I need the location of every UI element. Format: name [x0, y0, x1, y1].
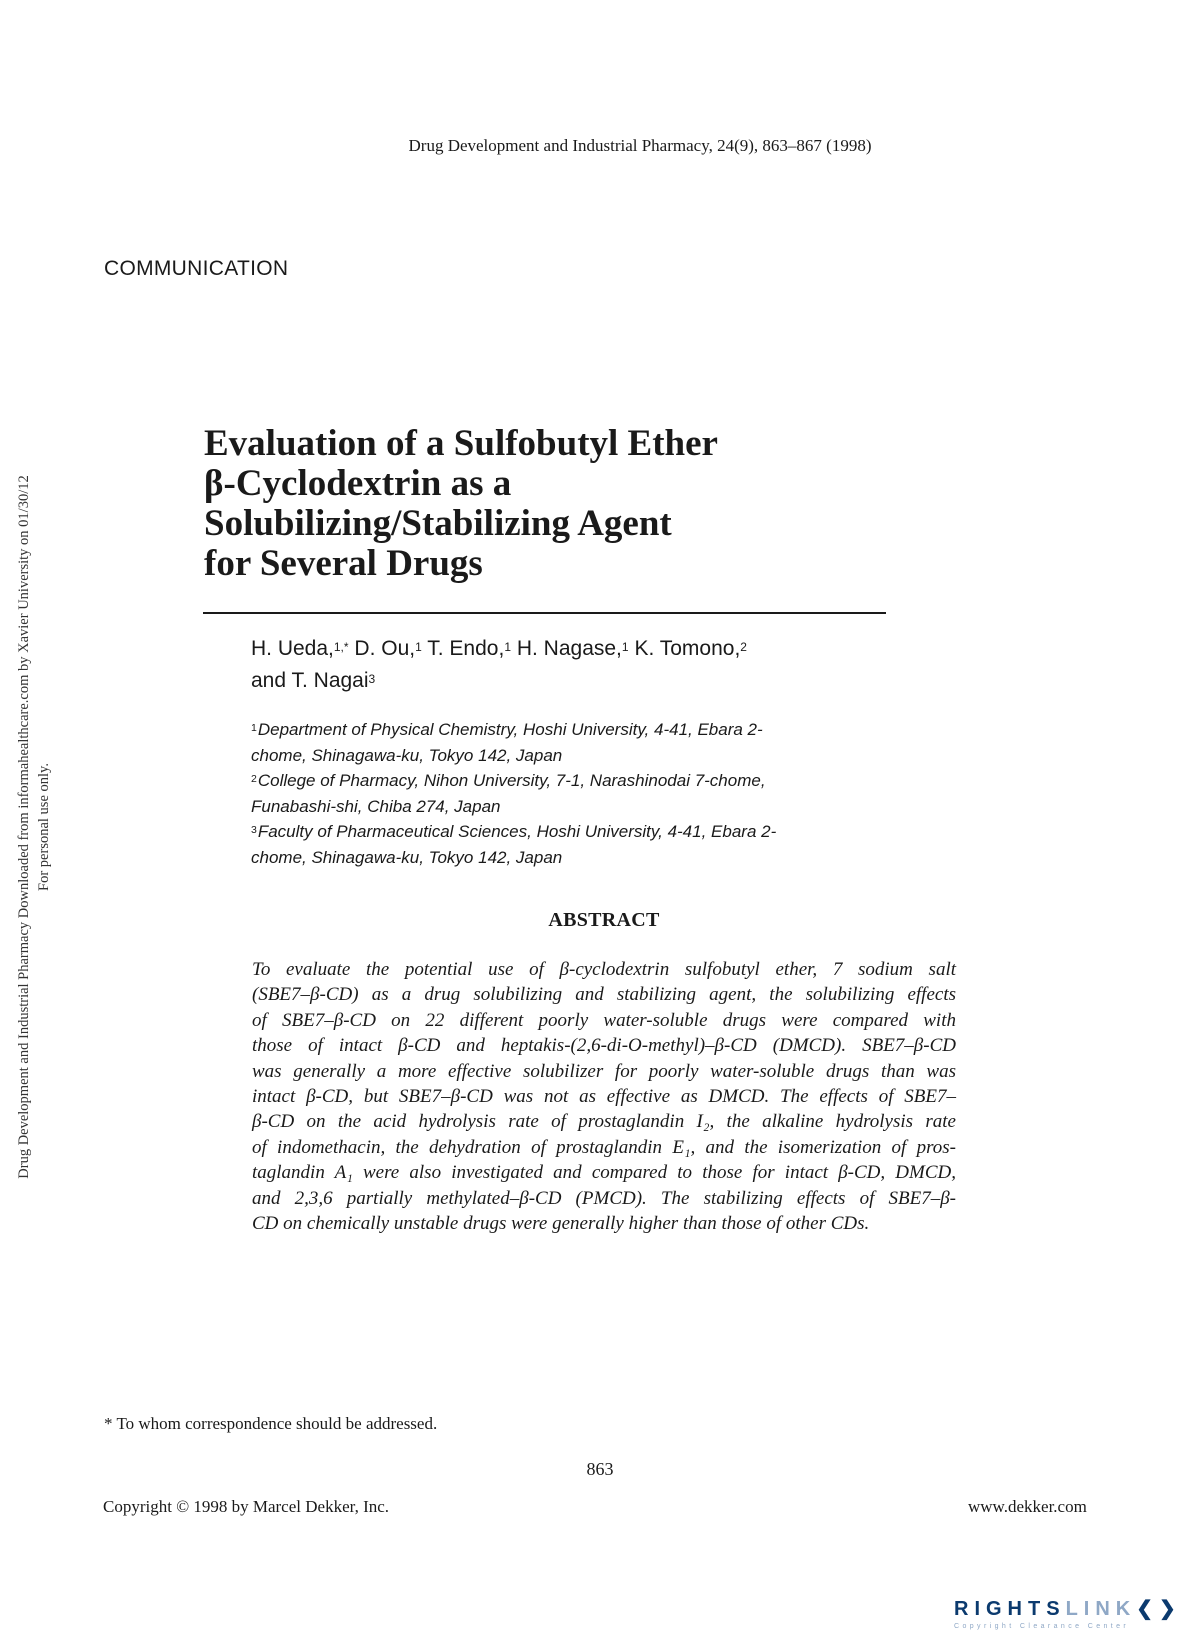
abstract-line: (SBE7–β-CD) as a drug solubilizing and stabilizing agent, the solubilizing effects: [252, 984, 956, 1006]
title-line: for Several Drugs: [204, 543, 483, 584]
affiliation-mark: 3: [251, 824, 257, 836]
watermark-line-1: Drug Development and Industrial Pharmacy Downloaded from informahealthcare.com by Xavier University on 01/30/12: [16, 475, 32, 1179]
abstract-line: was generally a more effective solubilizer for poorly water-soluble drugs than was: [252, 1060, 956, 1082]
affiliation-text: chome, Shinagawa-ku, Tokyo 142, Japan: [251, 745, 563, 765]
page-number: 863: [586, 1459, 614, 1479]
publisher-website-link[interactable]: www.dekker.com: [968, 1497, 1087, 1516]
affiliation-mark: 1: [251, 722, 257, 734]
author-affiliation-mark: 1: [621, 640, 629, 654]
download-watermark: [14, 417, 78, 1237]
author-affiliation-mark: 1: [415, 640, 422, 654]
abstract-line: and 2,3,6 partially methylated–β-CD (PMCD). The stabilizing effects of SBE7–β-: [252, 1187, 956, 1209]
title-divider: [203, 612, 886, 614]
author-affiliation-mark: 1,*: [333, 640, 349, 654]
article-title: [204, 424, 904, 584]
author-name: T. Endo,: [427, 637, 505, 660]
copyright-notice: Copyright © 1998 by Marcel Dekker, Inc.: [103, 1497, 390, 1516]
abstract-line: To evaluate the potential use of β-cyclodextrin sulfobutyl ether, 7 sodium salt: [252, 959, 956, 980]
author-name: H. Nagase,: [516, 637, 622, 660]
author-affiliation-mark: 3: [368, 672, 376, 686]
affiliation-list: [251, 717, 911, 870]
affiliation-text: Faculty of Pharmaceutical Sciences, Hoshi University, 4-41, Ebara 2-: [257, 822, 777, 841]
rightslink-dark-text: RIGHTS: [954, 1598, 1066, 1620]
rightslink-arrows-icon: ❮❯: [1136, 1598, 1182, 1620]
author-name: and T. Nagai: [251, 669, 369, 692]
author-line-2: [251, 665, 911, 697]
abstract-line: of SBE7–β-CD on 22 different poorly water-soluble drugs were compared with: [252, 1009, 956, 1031]
abstract-line: β-CD on the acid hydrolysis rate of prostaglandin I₂, the alkaline hydrolysis rate: [252, 1111, 956, 1133]
affiliation-text: chome, Shinagawa-ku, Tokyo 142, Japan: [251, 847, 563, 867]
affiliation-text: College of Pharmacy, Nihon University, 7-1, Narashinodai 7-chome,: [257, 771, 766, 790]
abstract-line: intact β-CD, but SBE7–β-CD was not as effective as DMCD. The effects of SBE7–: [252, 1085, 956, 1107]
abstract-line: taglandin A₁ were also investigated and compared to those for intact β-CD, DMCD,: [252, 1162, 956, 1184]
rightslink-wordmark: [954, 1596, 1182, 1621]
title-line: β-Cyclodextrin as a: [204, 463, 512, 504]
author-list: [251, 633, 911, 697]
affiliation: [251, 768, 911, 819]
rightslink-logo[interactable]: [954, 1596, 1182, 1636]
section-label: COMMUNICATION: [104, 257, 289, 280]
abstract-body: [252, 957, 956, 1236]
watermark-line-2: For personal use only.: [36, 763, 52, 891]
rightslink-light-text: LINK: [1065, 1598, 1137, 1620]
abstract-line: CD on chemically unstable drugs were generally higher than those of other CDs.: [252, 1212, 870, 1234]
title-line: Evaluation of a Sulfobutyl Ether: [204, 423, 718, 464]
affiliation-mark: 2: [251, 773, 257, 785]
affiliation: [251, 819, 911, 870]
author-line-1: [251, 633, 911, 665]
author-affiliation-mark: 2: [740, 640, 747, 654]
author-affiliation-mark: 1: [504, 640, 511, 654]
affiliation-text: Department of Physical Chemistry, Hoshi University, 4-41, Ebara 2-: [257, 720, 763, 739]
rightslink-subtext: Copyright Clearance Center: [954, 1623, 1130, 1630]
author-name: D. Ou,: [354, 637, 416, 660]
abstract-heading: ABSTRACT: [548, 909, 660, 931]
affiliation: [251, 717, 911, 768]
title-line: Solubilizing/Stabilizing Agent: [204, 503, 672, 544]
author-name: H. Ueda,: [251, 637, 334, 660]
author-name: K. Tomono,: [634, 637, 741, 660]
journal-header: Drug Development and Industrial Pharmacy, 24(9), 863–867 (1998): [408, 136, 872, 155]
correspondence-footnote: * To whom correspondence should be addressed.: [104, 1414, 438, 1433]
abstract-line: those of intact β-CD and heptakis-(2,6-di-O-methyl)–β-CD (DMCD). SBE7–β-CD: [252, 1035, 956, 1057]
affiliation-text: Funabashi-shi, Chiba 274, Japan: [251, 796, 501, 816]
abstract-line: of indomethacin, the dehydration of prostaglandin E₁, and the isomerization of pros-: [252, 1136, 956, 1158]
